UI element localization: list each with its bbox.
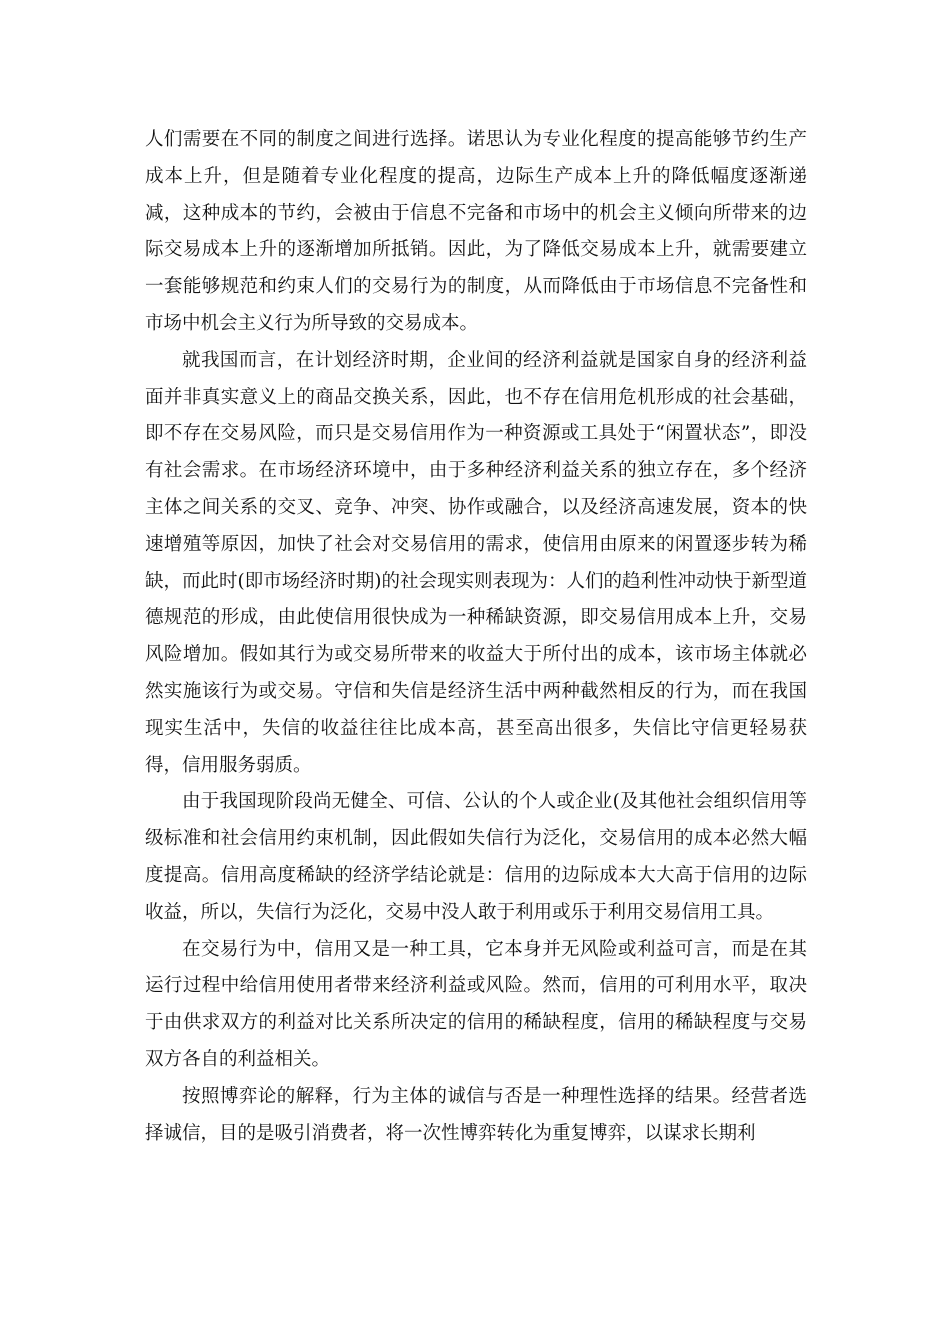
paragraph-5: 按照博弈论的解释，行为主体的诚信与否是一种理性选择的结果。经营者选择诚信，目的是吸引消费者，将一次性博弈转化为重复博弈，以谋求长期利: [145, 1085, 807, 1144]
paragraph-3: 由于我国现阶段尚无健全、可信、公认的个人或企业(及其他社会组织信用等级标准和社会信用约束机制，因此假如失信行为泛化，交易信用的成本必然大幅度提高。信用高度稀缺的经济学结论就是：信用的边际成本大大高于信用的边际收益，所以，失信行为泛化，交易中没人敢于利用或乐于利用交易信用工具。: [145, 791, 807, 923]
paragraph-4: 在交易行为中，信用又是一种工具，它本身并无风险或利益可言，而是在其运行过程中给信用使用者带来经济利益或风险。然而，信用的可利用水平，取决于由供求双方的利益对比关系所决定的信用的稀缺程度，信用的稀缺程度与交易双方各自的利益相关。: [145, 938, 807, 1070]
paragraph-2: 就我国而言，在计划经济时期，企业间的经济利益就是国家自身的经济利益面并非真实意义上的商品交换关系，因此，也不存在信用危机形成的社会基础，即不存在交易风险，而只是交易信用作为一种资源或工具处于“闲置状态”，即没有社会需求。在市场经济环境中，由于多种经济利益关系的独立存在，多个经济主体之间关系的交叉、竞争、冲突、协作或融合，以及经济高速发展，资本的快速增殖等原因，加快了社会对交易信用的需求，使信用由原来的闲置逐步转为稀缺，而此时(即市场经济时期)的社会现实则表现为：人们的趋利性冲动快于新型道德规范的形成，由此使信用很快成为一种稀缺资源，即交易信用成本上升，交易风险增加。假如其行为或交易所带来的收益大于所付出的成本，该市场主体就必然实施该行为或交易。守信和失信是经济生活中两种截然相反的行为，而在我国现实生活中，失信的收益往往比成本高，甚至高出很多，失信比守信更轻易获得，信用服务弱质。: [145, 349, 807, 776]
paragraph-1: 人们需要在不同的制度之间进行选择。诺思认为专业化程度的提高能够节约生产成本上升，但是随着专业化程度的提高，边际生产成本上升的降低幅度逐渐递减，这种成本的节约，会被由于信息不完备和市场中的机会主义倾向所带来的边际交易成本上升的逐渐增加所抵销。因此，为了降低交易成本上升，就需要建立一套能够规范和约束人们的交易行为的制度，从而降低由于市场信息不完备性和市场中机会主义行为所导致的交易成本。: [145, 129, 807, 334]
document-page: [145, 122, 807, 1152]
